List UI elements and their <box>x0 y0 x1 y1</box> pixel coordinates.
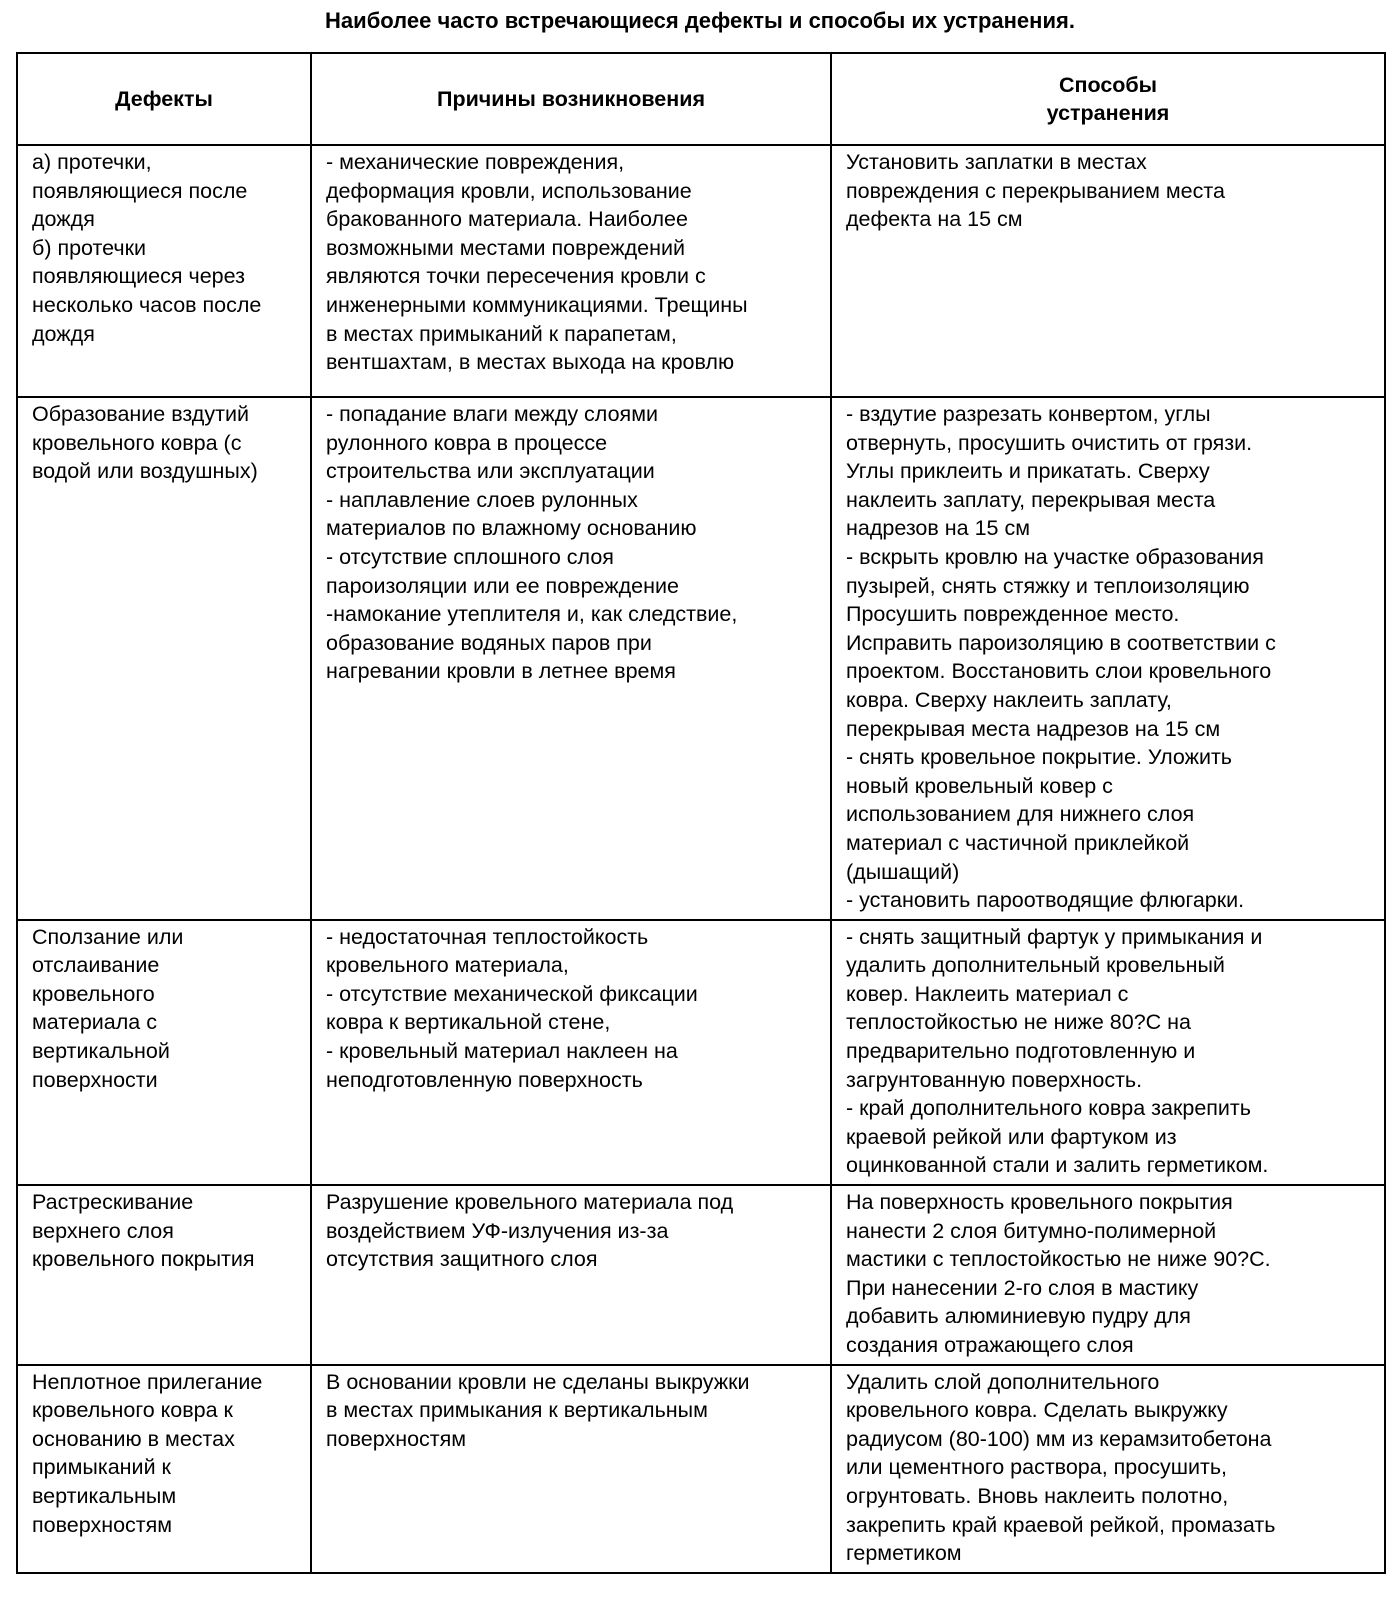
cell-text-line: несколько часов после <box>32 292 262 317</box>
table-row <box>17 145 1385 397</box>
cell-text-line: вертикальным <box>32 1483 177 1508</box>
table-header-row <box>17 53 1385 145</box>
fix-cell <box>831 1365 1385 1573</box>
defect-cell <box>17 1185 311 1365</box>
cell-text-line: ковра к вертикальной стене, <box>326 1010 611 1035</box>
cell-text-line: дождя <box>32 207 95 232</box>
header-fixes-line-1: Способы <box>1058 73 1158 97</box>
cell-text-line: деформация кровли, использование <box>326 178 692 203</box>
cell-text-line: основанию в местах <box>32 1426 235 1451</box>
cell-text-line: - снять кровельное покрытие. Уложить <box>846 745 1233 770</box>
defects-table <box>16 52 1386 1574</box>
defect-cell <box>17 1365 311 1573</box>
cell-text-line: - кровельный материал наклеен на <box>326 1039 678 1064</box>
cell-text-line: Удалить слой дополнительного <box>846 1369 1160 1394</box>
cell-text-line: - попадание влаги между слоями <box>326 402 658 426</box>
cell-text-line: вентшахтам, в местах выхода на кровлю <box>326 350 735 375</box>
document-title: Наиболее часто встречающиеся дефекты и способы их устранения. <box>325 8 1075 33</box>
fix-cell <box>831 1185 1385 1365</box>
cell-text-line: ковра. Сверху наклеить заплату, <box>846 687 1172 712</box>
cell-text-line: ковер. Наклеить материал с <box>846 981 1129 1006</box>
cell-text-line: теплостойкостью не ниже 80?С на <box>846 1010 1191 1035</box>
cell-text-line: - отсутствие сплошного слоя <box>326 544 614 569</box>
cell-text-line: Растрескивание <box>32 1190 194 1215</box>
cell-text-line: загрунтованную поверхность. <box>846 1067 1143 1092</box>
fix-cell <box>831 397 1385 920</box>
cell-text-line: Углы приклеить и прикатать. Сверху <box>846 459 1210 484</box>
cell-text-line: использованием для нижнего слоя <box>846 802 1195 827</box>
cell-text-line: -намокание утеплителя и, как следствие, <box>326 602 738 627</box>
cell-text-line: добавить алюминиевую пудру для <box>846 1304 1191 1329</box>
cell-text-line: Просушить поврежденное место. <box>846 602 1180 627</box>
cell-text-line: отвернуть, просушить очистить от грязи. <box>846 430 1253 455</box>
cell-text-line: материалов по влажному основанию <box>326 516 697 541</box>
cause-cell <box>311 397 831 920</box>
cell-text-line: - край дополнительного ковра закрепить <box>846 1096 1251 1121</box>
cell-text-line: предварительно подготовленную и <box>846 1039 1196 1064</box>
cell-text-line: бракованного материала. Наиболее <box>326 207 688 232</box>
cell-text-line: Неплотное прилегание <box>32 1369 263 1394</box>
cell-text-line: кровельного ковра к <box>32 1398 233 1423</box>
defect-cell <box>17 397 311 920</box>
cell-text-line: рулонного ковра в процессе <box>326 430 608 455</box>
cell-text-line: краевой рейкой или фартуком из <box>846 1124 1177 1149</box>
cell-text-line: - вздутие разрезать конвертом, углы <box>846 402 1211 426</box>
cell-text-line: - вскрыть кровлю на участке образования <box>846 544 1264 569</box>
fix-cell <box>831 920 1385 1185</box>
cell-text-line: мастики с теплостойкостью не ниже 90?С. <box>846 1247 1271 1272</box>
table-row <box>17 397 1385 920</box>
cell-text-line: поверхностям <box>326 1426 467 1451</box>
cell-text-line: - наплавление слоев рулонных <box>326 487 638 512</box>
cell-text-line: проектом. Восстановить слои кровельного <box>846 659 1272 684</box>
cell-text-line: вертикальной <box>32 1039 170 1064</box>
cell-text-line: водой или воздушных) <box>32 459 258 484</box>
table-row <box>17 920 1385 1185</box>
cell-text-line: кровельного ковра (с <box>32 430 242 455</box>
cell-text-line: кровельного ковра. Сделать выкружку <box>846 1398 1228 1423</box>
cause-cell <box>311 1365 831 1573</box>
cell-text-line: дефекта на 15 см <box>846 207 1023 232</box>
defect-cell <box>17 145 311 397</box>
cell-text-line: возможными местами повреждений <box>326 235 686 260</box>
cell-text-line: нагревании кровли в летнее время <box>326 659 676 684</box>
cell-text-line: огрунтовать. Вновь наклеить полотно, <box>846 1483 1229 1508</box>
cell-text-line: кровельного материала, <box>326 953 569 978</box>
cell-text-line: - недостаточная теплостойкость <box>326 924 649 949</box>
cause-cell <box>311 145 831 397</box>
cell-text-line: пароизоляции или ее повреждение <box>326 573 679 598</box>
cell-text-line: пузырей, снять стяжку и теплоизоляцию <box>846 573 1250 598</box>
cell-text-line: материал с частичной приклейкой <box>846 830 1190 855</box>
cell-text-line: Сползание или <box>32 924 184 949</box>
cell-text-line: радиусом (80-100) мм из керамзитобетона <box>846 1426 1272 1451</box>
cell-text-line: надрезов на 15 см <box>846 516 1031 541</box>
cell-text-line: Установить заплатки в местах <box>846 150 1147 174</box>
header-fixes-line-2: устранения <box>1046 101 1170 125</box>
cell-text-line: появляющиеся через <box>32 264 245 289</box>
cell-text-line: (дышащий) <box>846 859 960 884</box>
cell-text-line: - установить пароотводящие флюгарки. <box>846 888 1245 913</box>
cell-text-line: строительства или эксплуатации <box>326 459 655 484</box>
cell-text-line: На поверхность кровельного покрытия <box>846 1190 1233 1215</box>
cell-text-line: наклеить заплату, перекрывая места <box>846 487 1216 512</box>
defect-cell <box>17 920 311 1185</box>
cell-text-line: в местах примыканий к парапетам, <box>326 321 677 346</box>
cell-text-line: инженерными коммуникациями. Трещины <box>326 292 748 317</box>
cell-text-line: - механические повреждения, <box>326 150 625 174</box>
cell-text-line: оцинкованной стали и залить герметиком. <box>846 1153 1269 1178</box>
cell-text-line: удалить дополнительный кровельный <box>846 953 1225 978</box>
header-causes: Причины возникновения <box>311 53 831 145</box>
cell-text-line: являются точки пересечения кровли с <box>326 264 706 289</box>
cell-text-line: - отсутствие механической фиксации <box>326 981 698 1006</box>
cell-text-line: Образование вздутий <box>32 402 249 426</box>
cell-text-line: поверхности <box>32 1067 158 1092</box>
cell-text-line: герметиком <box>846 1541 962 1566</box>
cell-text-line: отсутствия защитного слоя <box>326 1247 598 1272</box>
cell-text-line: - снять защитный фартук у примыкания и <box>846 924 1263 949</box>
cell-text-line: нанести 2 слоя битумно-полимерной <box>846 1218 1217 1243</box>
header-defects: Дефекты <box>17 53 311 145</box>
cell-text-line: новый кровельный ковер с <box>846 773 1113 798</box>
cell-text-line: Разрушение кровельного материала под <box>326 1190 734 1215</box>
cell-text-line: или цементного раствора, просушить, <box>846 1455 1228 1480</box>
cell-text-line: появляющиеся после <box>32 178 248 203</box>
table-body <box>17 145 1385 1573</box>
cell-text-line: в местах примыкания к вертикальным <box>326 1398 708 1423</box>
cause-cell <box>311 920 831 1185</box>
cell-text-line: образование водяных паров при <box>326 630 652 655</box>
cell-text-line: создания отражающего слоя <box>846 1333 1134 1357</box>
table-row <box>17 1185 1385 1365</box>
cell-text-line: кровельного покрытия <box>32 1247 255 1272</box>
cell-text-line: повреждения с перекрыванием места <box>846 178 1225 203</box>
cell-text-line: перекрывая места надрезов на 15 см <box>846 716 1221 741</box>
cell-text-line: воздействием УФ-излучения из-за <box>326 1218 669 1243</box>
fix-cell <box>831 145 1385 397</box>
cause-cell <box>311 1185 831 1365</box>
cell-text-line: материала с <box>32 1010 157 1035</box>
cell-text-line: неподготовленную поверхность <box>326 1067 643 1092</box>
table-row <box>17 1365 1385 1573</box>
cell-text-line: отслаивание <box>32 953 160 978</box>
header-fixes <box>831 53 1385 145</box>
cell-text-line: верхнего слоя <box>32 1218 174 1243</box>
cell-text-line: поверхностям <box>32 1512 173 1537</box>
cell-text-line: закрепить край краевой рейкой, промазать <box>846 1512 1276 1537</box>
cell-text-line: дождя <box>32 321 95 346</box>
cell-text-line: Исправить пароизоляцию в соответствии с <box>846 630 1276 655</box>
cell-text-line: кровельного <box>32 981 155 1006</box>
cell-text-line: примыканий к <box>32 1455 171 1480</box>
cell-text-line: б) протечки <box>32 235 146 260</box>
cell-text-line: а) протечки, <box>32 150 152 174</box>
cell-text-line: При нанесении 2-го слоя в мастику <box>846 1275 1199 1300</box>
cell-text-line: В основании кровли не сделаны выкружки <box>326 1369 750 1394</box>
